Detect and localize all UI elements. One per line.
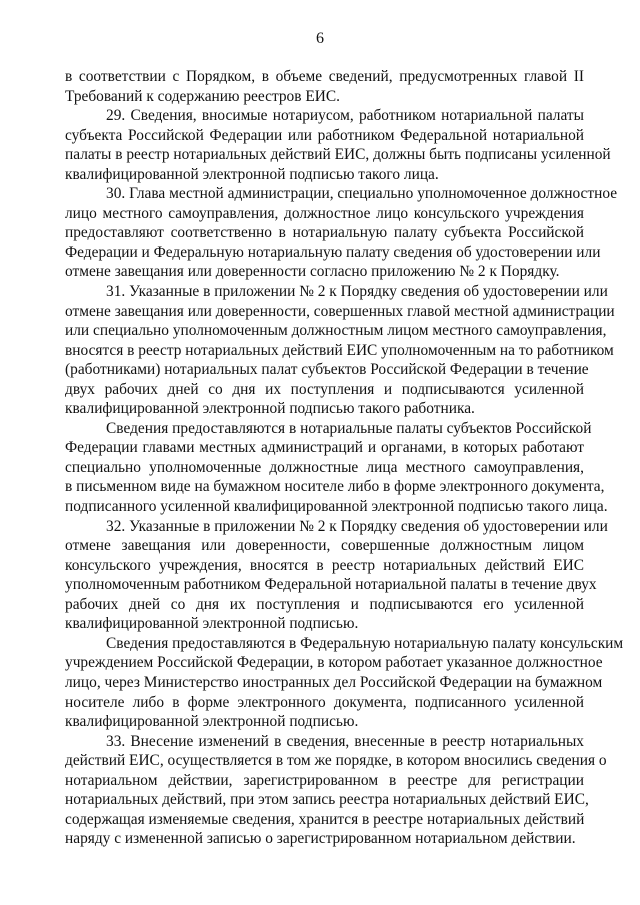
text-line: (работниками) нотариальных палат субъектов Российской Федерации в течение — [65, 361, 589, 379]
text-line: учреждением Российской Федерации, в котором работает указанное должностное — [65, 654, 603, 672]
paragraph — [65, 517, 608, 634]
page-number: 6 — [316, 30, 324, 47]
text-line: Сведения предоставляются в Федеральную нотариальную палату консульским — [106, 634, 624, 652]
text-line: носителе либо в форме электронного документа, подписанного усиленной — [65, 693, 584, 711]
text-line: 33. Внесение изменений в сведения, внесенные в реестр нотариальных — [106, 732, 584, 750]
text-line: 32. Указанные в приложении № 2 к Порядку сведения об удостоверении или — [106, 517, 608, 535]
text-line: действий ЕИС, осуществляется в том же порядке, в котором вносились сведения о — [65, 752, 607, 770]
text-line: рабочих дней со дня их поступления и подписываются его усиленной — [65, 595, 584, 613]
text-line: квалифицированной электронной подписью. — [65, 615, 359, 633]
text-line: субъекта Российской Федерации или работником Федеральной нотариальной — [65, 126, 584, 144]
text-line: палаты в реестр нотариальных действий ЕИС, должны быть подписаны усиленной — [65, 146, 611, 164]
text-line: квалифицированной электронной подписью. — [65, 713, 359, 731]
text-line: квалифицированной электронной подписью такого лица. — [65, 165, 439, 183]
paragraph — [65, 419, 608, 517]
text-line: наряду с измененной записью о зарегистрированном нотариальном действии. — [65, 830, 576, 848]
text-line: отмене завещания или доверенности согласно приложению № 2 к Порядку. — [65, 263, 560, 281]
text-line: Федерации и Федеральную нотариальную палату сведения об удостоверении или — [65, 243, 601, 261]
text-line: Сведения предоставляются в нотариальные палаты субъектов Российской — [106, 419, 592, 437]
paragraph — [65, 282, 615, 419]
text-line: 31. Указанные в приложении № 2 к Порядку сведения об удостоверении или — [106, 283, 608, 301]
text-line: лицо местного самоуправления, должностное лицо консульского учреждения — [65, 204, 584, 222]
text-line: 29. Сведения, вносимые нотариусом, работником нотариальной палаты — [106, 107, 584, 125]
text-line: Требований к содержанию реестров ЕИС. — [65, 87, 340, 105]
text-line: или специально уполномоченным должностным лицом местного самоуправления, — [65, 322, 607, 340]
paragraph — [65, 634, 624, 732]
text-line: в соответствии с Порядком, в объеме сведений, предусмотренных главой II — [65, 68, 584, 85]
text-line: вносятся в реестр нотариальных действий ЕИС уполномоченным на то работником — [65, 341, 614, 359]
text-line: отмене завещания или доверенности, совершенных главой местной администрации — [65, 302, 615, 320]
paragraph — [65, 106, 611, 184]
text-line: уполномоченным работником Федеральной нотариальной палаты в течение двух — [65, 576, 597, 594]
text-line: двух рабочих дней со дня их поступления и подписываются усиленной — [65, 380, 584, 398]
text-line: квалифицированной электронной подписью такого работника. — [65, 400, 475, 418]
text-line: специально уполномоченные должностные лица местного самоуправления, — [65, 458, 584, 476]
paragraph — [65, 67, 584, 106]
paragraph — [65, 184, 618, 282]
text-line: консульского учреждения, вносятся в реестр нотариальных действий ЕИС — [65, 556, 584, 574]
text-line: Федерации главами местных администраций и органами, в которых работают — [65, 439, 584, 457]
text-line: нотариальном действии, зарегистрированном в реестре для регистрации — [65, 771, 584, 789]
text-line: 30. Глава местной администрации, специально уполномоченное должностное — [106, 185, 618, 203]
text-line: подписанного усиленной квалифицированной электронной подписью такого лица. — [65, 498, 608, 516]
text-line: нотариальных действий, при этом запись реестра нотариальных действий ЕИС, — [65, 791, 589, 809]
text-line: предоставляют соответственно в нотариальную палату субъекта Российской — [65, 224, 584, 242]
text-line: в письменном виде на бумажном носителе либо в форме электронного документа, — [65, 478, 605, 496]
document-body — [65, 67, 624, 849]
text-line: содержащая изменяемые сведения, хранится в реестре нотариальных действий — [65, 810, 585, 828]
text-line: отмене завещания или доверенности, совершенные должностным лицом — [65, 537, 584, 555]
paragraph — [65, 732, 607, 849]
text-line: лицо, через Министерство иностранных дел Российской Федерации на бумажном — [65, 673, 603, 691]
